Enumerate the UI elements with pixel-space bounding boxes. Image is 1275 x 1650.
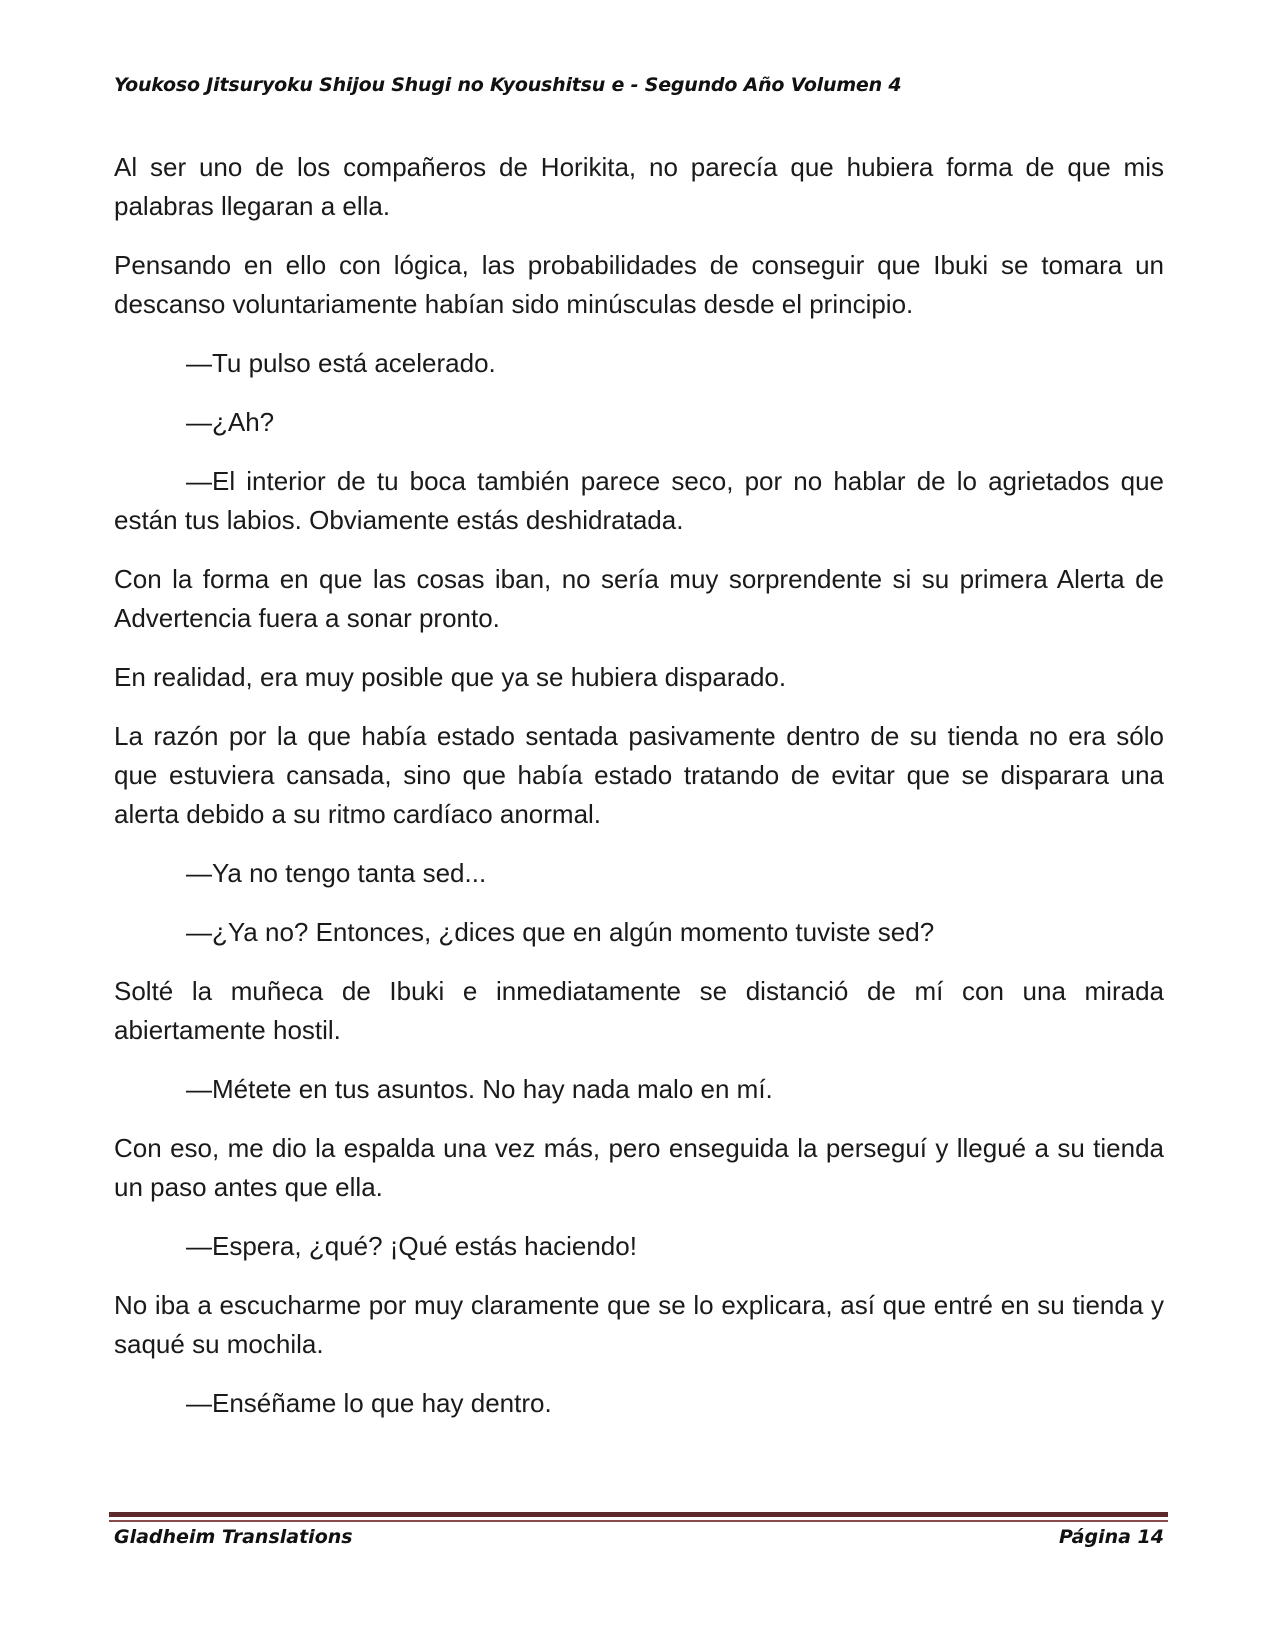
dialogue-line: —Ya no tengo tanta sed... — [186, 858, 487, 888]
dialogue-line: —El interior de tu boca también parece seco, por no hablar de lo agrietados que están tus labios. Obviamente estás deshidratada. — [114, 466, 1164, 535]
page-number: Página 14 — [1058, 1526, 1164, 1548]
footer-divider-thin — [109, 1520, 1168, 1522]
footer-publisher: Gladheim Translations — [114, 1526, 353, 1548]
page-body — [114, 148, 1164, 1443]
paragraph: Solté la muñeca de Ibuki e inmediatamente se distanció de mí con una mirada abiertamente hostil. — [114, 976, 1164, 1045]
dialogue-line: —Tu pulso está acelerado. — [186, 348, 496, 378]
paragraph: La razón por la que había estado sentada pasivamente dentro de su tienda no era sólo que estuviera cansada, sino que había estado tratando de evitar que se disparara una alerta debido a su ritmo cardíaco anormal. — [114, 721, 1164, 829]
paragraph: Pensando en ello con lógica, las probabilidades de conseguir que Ibuki se tomara un descanso voluntariamente habían sido minúsculas desde el principio. — [114, 250, 1164, 319]
dialogue-line: —Enséñame lo que hay dentro. — [186, 1388, 552, 1418]
paragraph: Con la forma en que las cosas iban, no sería muy sorprendente si su primera Alerta de Advertencia fuera a sonar pronto. — [114, 564, 1164, 633]
dialogue-line: —¿Ya no? Entonces, ¿dices que en algún momento tuviste sed? — [186, 917, 935, 947]
paragraph: Con eso, me dio la espalda una vez más, pero enseguida la perseguí y llegué a su tienda un paso antes que ella. — [114, 1133, 1164, 1202]
paragraph: Al ser uno de los compañeros de Horikita, no parecía que hubiera forma de que mis palabras llegaran a ella. — [114, 152, 1164, 221]
page-header-title: Youkoso Jitsuryoku Shijou Shugi no Kyoushitsu e - Segundo Año Volumen 4 — [114, 74, 902, 96]
paragraph: No iba a escucharme por muy claramente que se lo explicara, así que entré en su tienda y saqué su mochila. — [114, 1290, 1164, 1359]
dialogue-line: —Espera, ¿qué? ¡Qué estás haciendo! — [186, 1231, 637, 1261]
dialogue-line: —¿Ah? — [186, 407, 275, 437]
dialogue-line: —Métete en tus asuntos. No hay nada malo en mí. — [186, 1074, 773, 1104]
footer-divider — [109, 1512, 1168, 1517]
paragraph: En realidad, era muy posible que ya se hubiera disparado. — [114, 662, 787, 692]
